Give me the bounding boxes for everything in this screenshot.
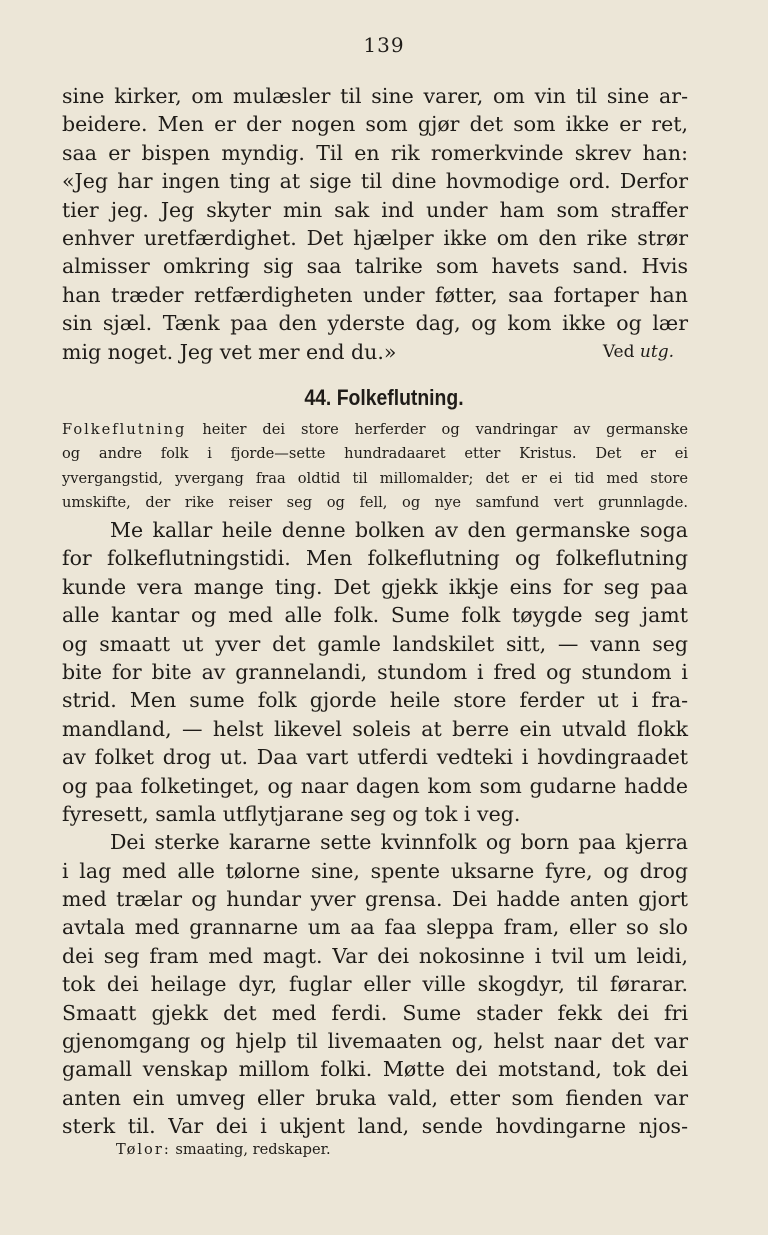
body-line: strid. Men sume folk gjorde heile store ferder ut i fra- (62, 688, 688, 713)
text-line: enhver uretfærdighet. Det hjælper ikke om den rike strør (62, 225, 688, 250)
signature-prefix: Ved (602, 341, 635, 362)
text-line (62, 338, 688, 366)
summary-term: Folkeflutning (62, 421, 187, 438)
summary-line: umskifte, der rike reiser seg og fell, og nye samfund vert grunnlagde. (62, 493, 688, 511)
text-line: beidere. Men er der nogen som gjør det som ikke er ret, (62, 112, 688, 137)
signature (603, 338, 688, 366)
quote-end: mig noget. Jeg vet mer end du.» (62, 339, 397, 364)
section-summary (62, 418, 688, 515)
summary-line: yvergangstid, yvergang fraa oldtid til millomalder; det er ei tid med store (62, 469, 688, 487)
top-paragraph (62, 82, 688, 366)
body-line: med trælar og hundar yver grensa. Dei hadde anten gjort (62, 887, 688, 912)
body-line: dei seg fram med magt. Var dei nokosinne i tvil um leidi, (62, 943, 688, 968)
body-line: og smaatt ut yver det gamle landskilet sitt, — vann seg (62, 631, 688, 656)
body-line: Dei sterke kararne sette kvinnfolk og born paa kjerra (110, 830, 688, 855)
footnote-label: Tølor: (116, 1141, 171, 1158)
body-line: kunde vera mange ting. Det gjekk ikkje eins for seg paa (62, 574, 688, 599)
section-heading: 44. Folkeflutning. (304, 385, 464, 410)
body-line: i lag med alle tølorne sine, spente uksarne fyre, og drog (62, 858, 688, 883)
body-line: alle kantar og med alle folk. Sume folk tøygde seg jamt (62, 603, 688, 628)
body-line: gjenomgang og hjelp til livemaaten og, helst naar det var (62, 1029, 688, 1054)
page-number: 139 (363, 33, 405, 57)
body-line: sterk til. Var dei i ukjent land, sende hovdingarne njos- (62, 1114, 688, 1139)
text-line: sine kirker, om mulæsler til sine varer, om vin til sine ar- (62, 84, 688, 108)
signature-abbrev: utg. (639, 341, 674, 362)
text-line: sin sjæl. Tænk paa den yderste dag, og kom ikke og lær (62, 311, 688, 336)
summary-line (62, 418, 688, 442)
summary-line: og andre folk i fjorde—sette hundradaaret etter Kristus. Det er ei (62, 445, 688, 463)
body-line: Me kallar heile denne bolken av den germanske soga (110, 518, 688, 542)
body-line: bite for bite av grannelandi, stundom i fred og stundom i (62, 659, 688, 684)
body-line: og paa folketinget, og naar dagen kom som gudarne hadde (62, 773, 688, 798)
text-line: tier jeg. Jeg skyter min sak ind under ham som straffer (62, 197, 688, 222)
text-line: saa er bispen myndig. Til en rik romerkvinde skrev han: (62, 140, 688, 165)
body-line: mandland, — helst likevel soleis at berre ein utvald flokk (62, 716, 688, 741)
text-line: «Jeg har ingen ting at sige til dine hovmodige ord. Derfor (62, 169, 688, 194)
body-line: gamall venskap millom folki. Møtte dei motstand, tok dei (62, 1057, 688, 1082)
body-line: Smaatt gjekk det med ferdi. Sume stader fekk dei fri (62, 1000, 688, 1025)
body-text (62, 516, 688, 1141)
text-line: almisser omkring sig saa talrike som havets sand. Hvis (62, 254, 688, 279)
footnote-text: smaating, redskaper. (175, 1141, 331, 1158)
body-line: tok dei heilage dyr, fuglar eller ville skogdyr, til førarar. (62, 972, 688, 997)
body-line: for folkeflutningstidi. Men folkeflutning og folkeflutning (62, 546, 688, 571)
summary-first-rest: heiter dei store herferder og vandringar av germanske (202, 421, 688, 438)
body-line: avtala med grannarne um aa faa sleppa fram, eller so slo (62, 915, 688, 940)
body-line: av folket drog ut. Daa vart utferdi vedteki i hovdingraadet (62, 745, 688, 770)
text-line: han træder retfærdigheten under føtter, saa fortaper han (62, 282, 688, 307)
footnote (116, 1141, 331, 1158)
body-line: anten ein umveg eller bruka vald, etter som fienden var (62, 1085, 688, 1110)
body-line: fyresett, samla utflytjarane seg og tok i veg. (62, 801, 521, 826)
